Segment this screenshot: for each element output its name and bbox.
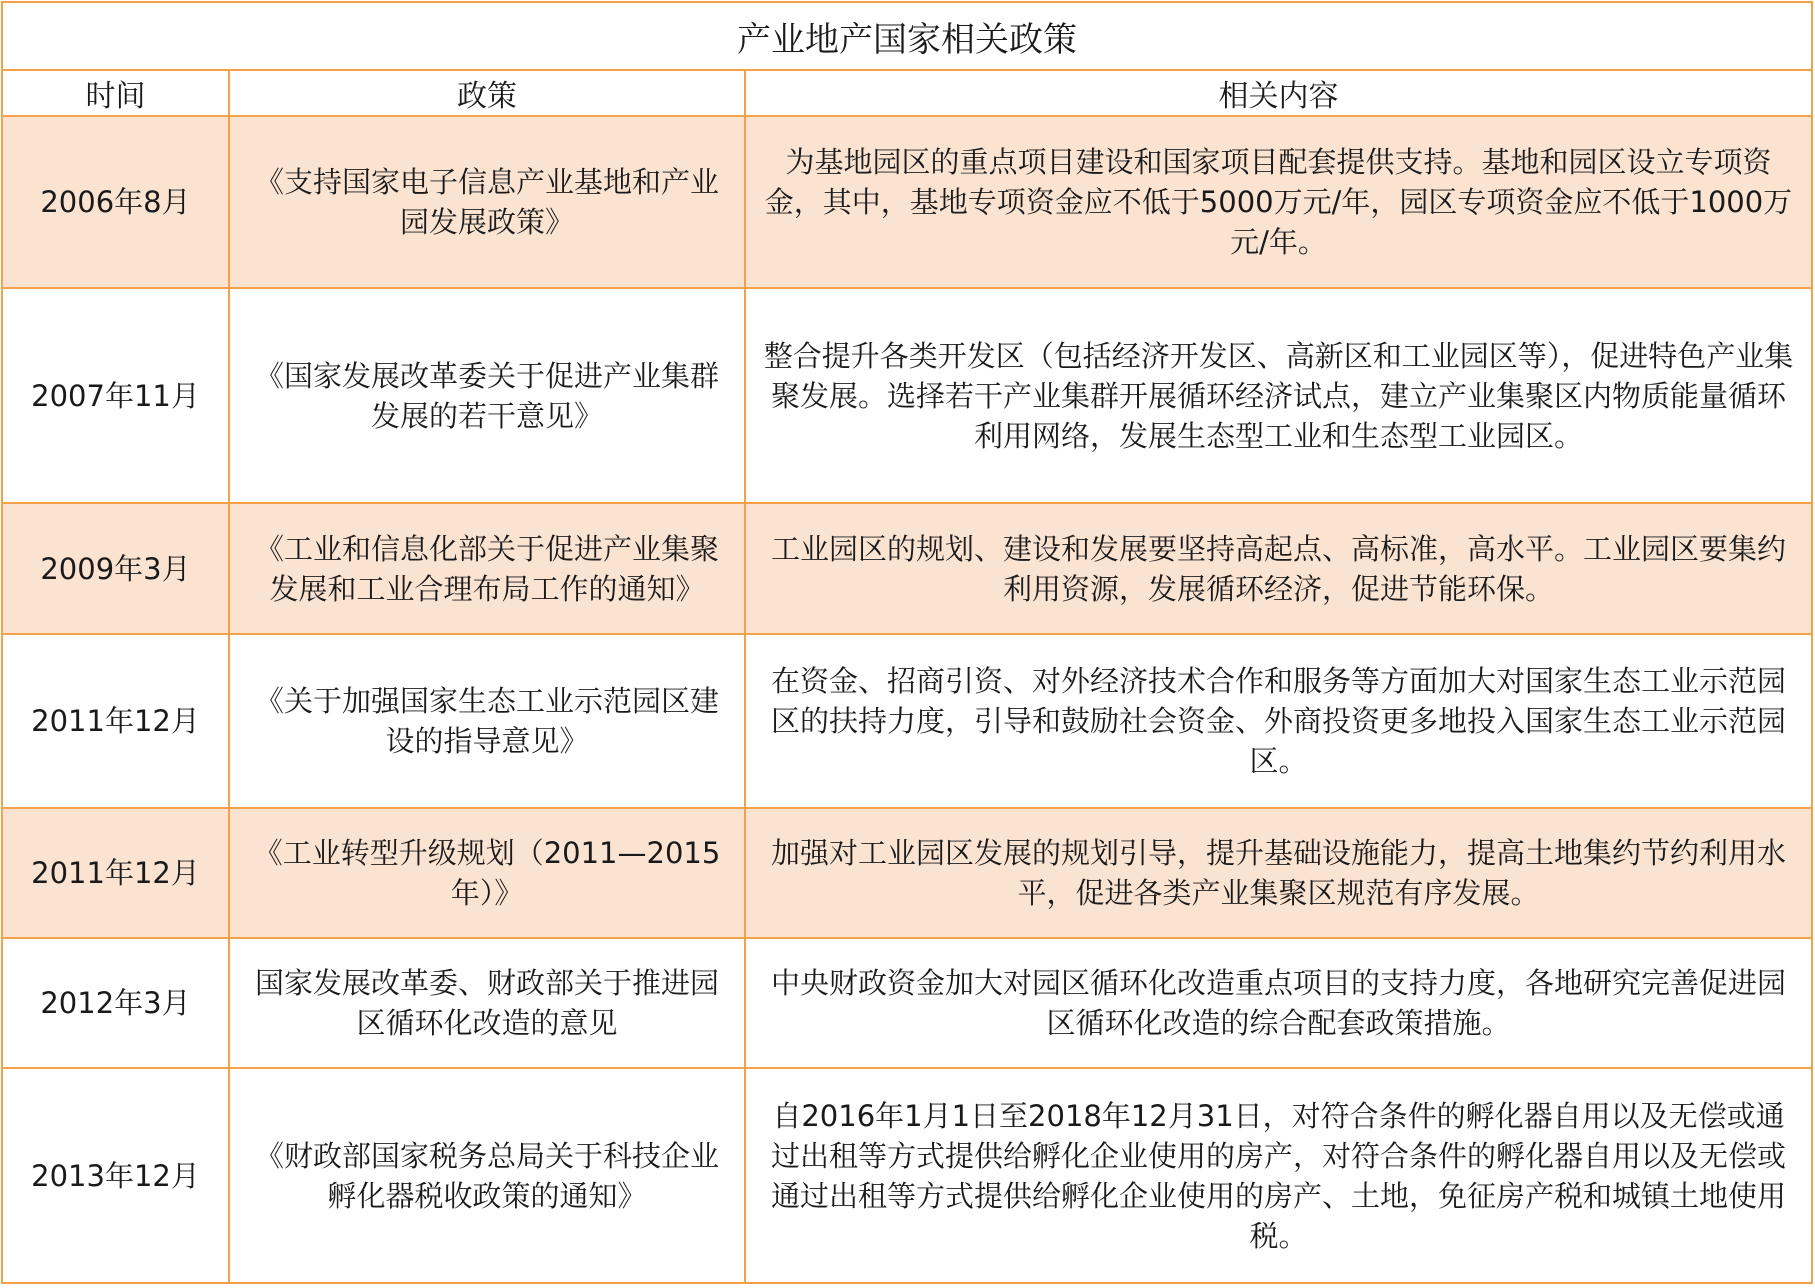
row-policy: 《工业和信息化部关于促进产业集聚发展和工业合理布局工作的通知》 xyxy=(229,503,745,634)
row-policy: 国家发展改革委、财政部关于推进园区循环化改造的意见 xyxy=(229,938,745,1068)
row-content: 自2016年1月1日至2018年12月31日，对符合条件的孵化器自用以及无偿或通过出租等方式提供给孵化企业使用的房产，对符合条件的孵化器自用以及无偿或通过出租等方式提供给孵化企业使用的房产、土地，免征房产税和城镇土地使用税。 xyxy=(745,1068,1812,1283)
table-row xyxy=(2,634,1812,808)
row-date: 2011年12月 xyxy=(2,634,229,808)
row-date: 2007年11月 xyxy=(2,288,229,503)
row-content: 整合提升各类开发区（包括经济开发区、高新区和工业园区等），促进特色产业集聚发展。选择若干产业集群开展循环经济试点，建立产业集聚区内物质能量循环利用网络，发展生态型工业和生态型工业园区。 xyxy=(745,288,1812,503)
header-row xyxy=(2,70,1812,116)
row-date: 2006年8月 xyxy=(2,116,229,288)
row-policy: 《财政部国家税务总局关于科技企业孵化器税收政策的通知》 xyxy=(229,1068,745,1283)
table-row xyxy=(2,288,1812,503)
table-row xyxy=(2,808,1812,938)
header-date: 时间 xyxy=(2,70,229,116)
row-policy: 《支持国家电子信息产业基地和产业园发展政策》 xyxy=(229,116,745,288)
row-date: 2009年3月 xyxy=(2,503,229,634)
table-title: 产业地产国家相关政策 xyxy=(2,2,1812,70)
row-content: 工业园区的规划、建设和发展要坚持高起点、高标准，高水平。工业园区要集约利用资源，发展循环经济，促进节能环保。 xyxy=(745,503,1812,634)
row-content: 为基地园区的重点项目建设和国家项目配套提供支持。基地和园区设立专项资金，其中，基地专项资金应不低于5000万元/年，园区专项资金应不低于1000万元/年。 xyxy=(745,116,1812,288)
row-policy: 《国家发展改革委关于促进产业集群发展的若干意见》 xyxy=(229,288,745,503)
row-content: 在资金、招商引资、对外经济技术合作和服务等方面加大对国家生态工业示范园区的扶持力度，引导和鼓励社会资金、外商投资更多地投入国家生态工业示范园区。 xyxy=(745,634,1812,808)
header-content: 相关内容 xyxy=(745,70,1812,116)
row-content: 中央财政资金加大对园区循环化改造重点项目的支持力度，各地研究完善促进园区循环化改造的综合配套政策措施。 xyxy=(745,938,1812,1068)
header-policy: 政策 xyxy=(229,70,745,116)
row-policy: 《工业转型升级规划（2011—2015年）》 xyxy=(229,808,745,938)
policy-table xyxy=(1,1,1813,1284)
row-date: 2013年12月 xyxy=(2,1068,229,1283)
row-date: 2012年3月 xyxy=(2,938,229,1068)
table-row xyxy=(2,1068,1812,1283)
title-row xyxy=(2,2,1812,70)
row-date: 2011年12月 xyxy=(2,808,229,938)
table-row xyxy=(2,938,1812,1068)
row-content: 加强对工业园区发展的规划引导，提升基础设施能力，提高土地集约节约利用水平，促进各类产业集聚区规范有序发展。 xyxy=(745,808,1812,938)
table-row xyxy=(2,116,1812,288)
table-row xyxy=(2,503,1812,634)
row-policy: 《关于加强国家生态工业示范园区建设的指导意见》 xyxy=(229,634,745,808)
